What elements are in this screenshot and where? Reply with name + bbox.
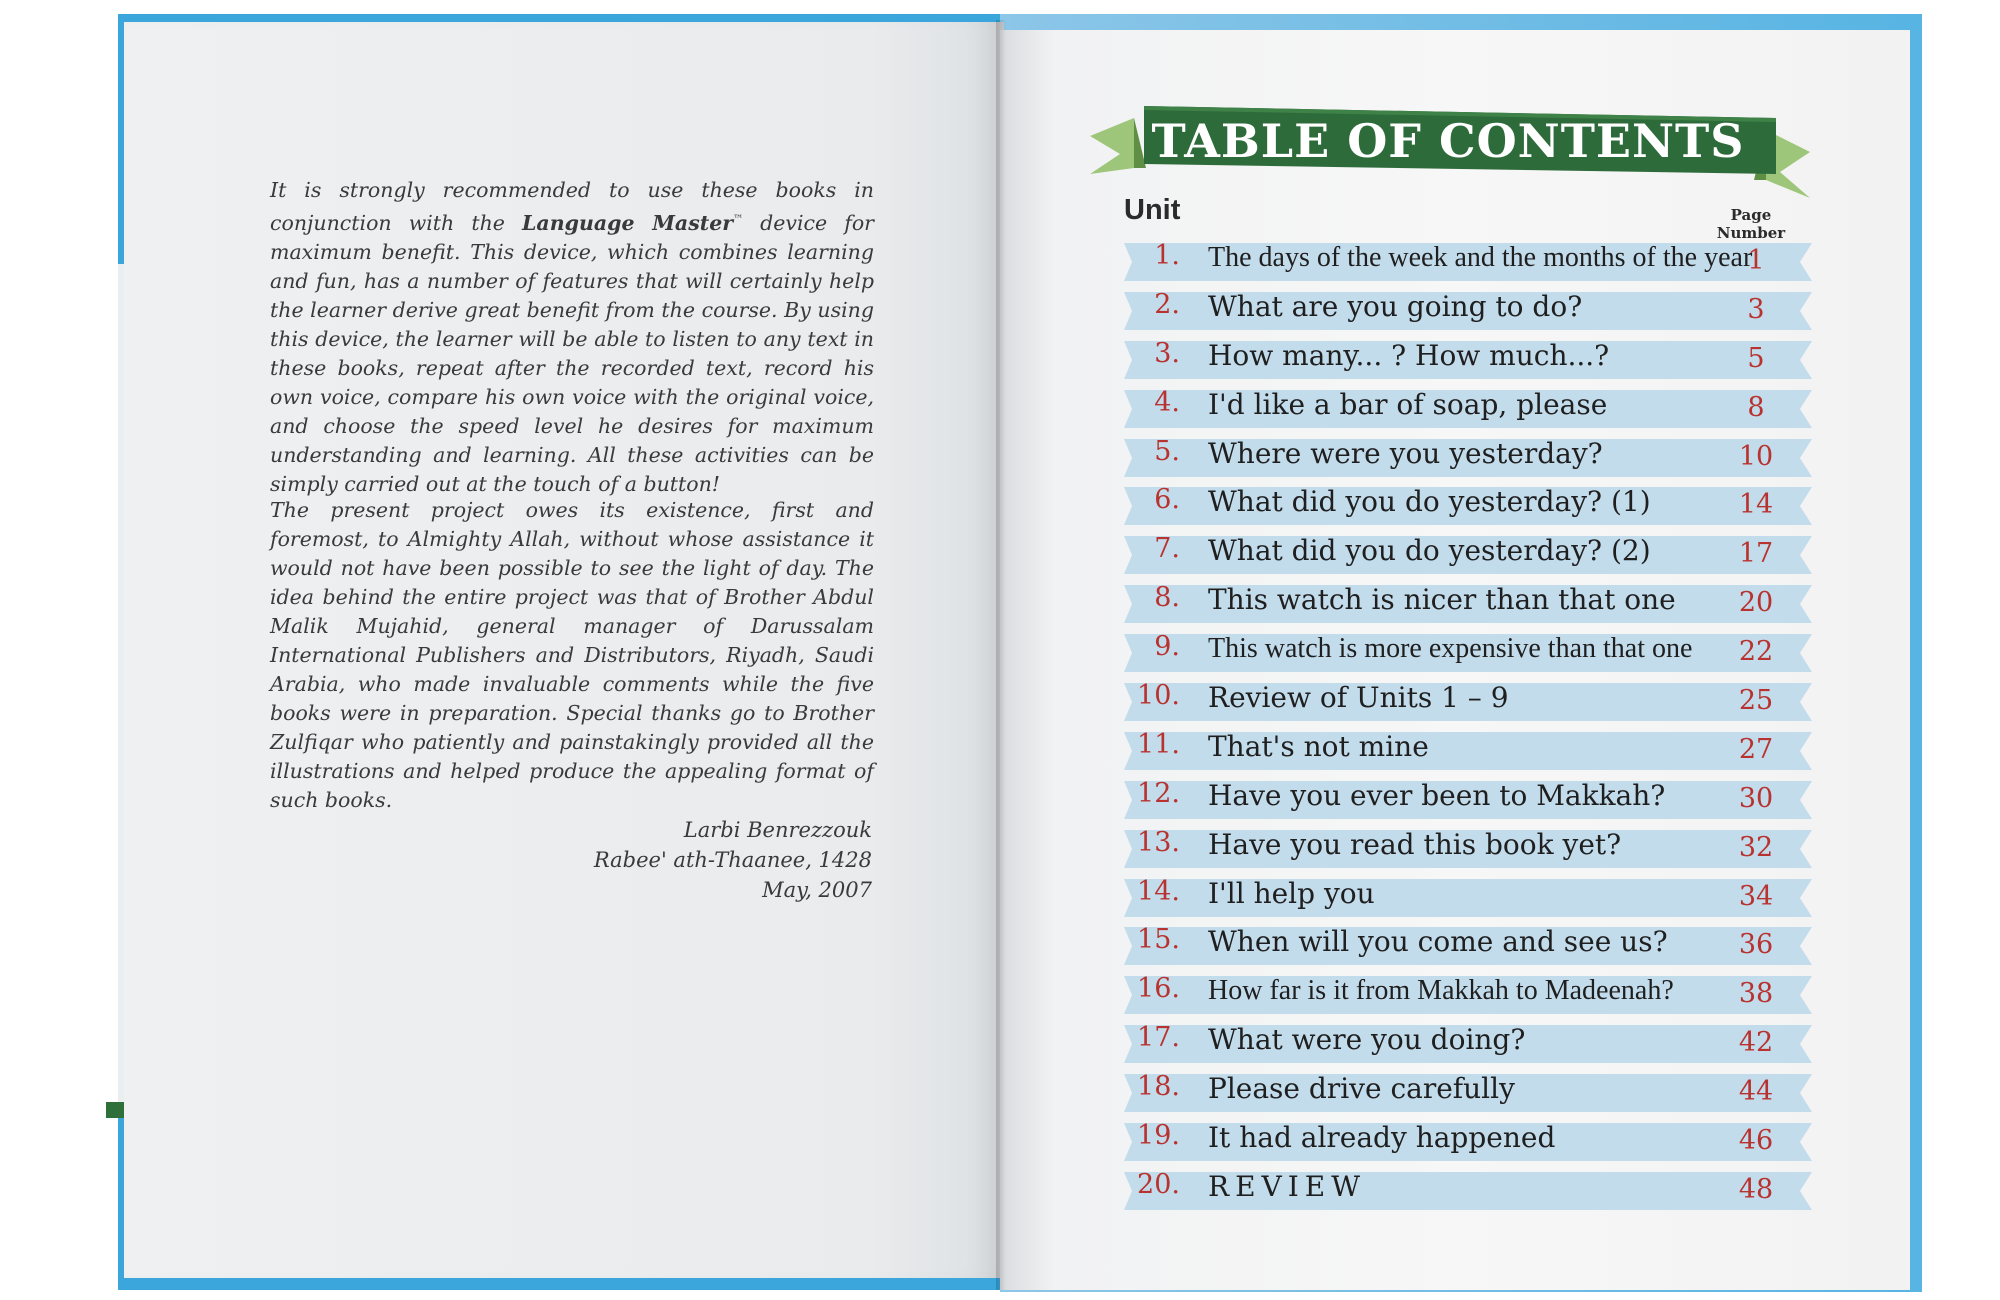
toc-entry — [1106, 775, 1812, 824]
page-number: 27 — [1738, 733, 1774, 765]
author-name: Larbi Benrezzouk — [683, 818, 872, 842]
toc-entry — [1106, 481, 1812, 530]
unit-title: What are you going to do? — [1208, 289, 1583, 323]
unit-number: 5. — [1154, 435, 1180, 467]
unit-number: 1. — [1154, 240, 1180, 271]
hijri-date: Rabee' ath-Thaanee, 1428 — [593, 848, 872, 872]
unit-number: 6. — [1154, 484, 1180, 516]
unit-number: 20. — [1137, 1168, 1180, 1200]
intro-text-start: It is strongly recommended to use these books in conjunction with the — [270, 178, 874, 235]
page-number: 5 — [1747, 342, 1765, 374]
unit-number: 19. — [1137, 1120, 1180, 1152]
unit-number: 10. — [1137, 680, 1180, 712]
unit-title: This watch is more expensive than that one — [1208, 633, 1693, 665]
unit-number: 18. — [1137, 1071, 1180, 1103]
toc-entry — [1106, 921, 1812, 970]
unit-number: 15. — [1137, 924, 1180, 956]
unit-number: 8. — [1154, 582, 1180, 614]
page-number: 46 — [1738, 1125, 1774, 1157]
unit-number: 4. — [1154, 386, 1180, 418]
unit-number: 14. — [1137, 875, 1180, 907]
ribbon-left-tail — [1090, 118, 1134, 174]
toc-entry — [1106, 237, 1812, 286]
toc-list — [1106, 237, 1812, 1215]
toc-entry — [1106, 726, 1812, 775]
toc-entry — [1106, 1117, 1812, 1166]
toc-entry — [1106, 1019, 1812, 1068]
page-number: 48 — [1738, 1173, 1774, 1205]
page-number: 8 — [1747, 391, 1765, 423]
toc-entry — [1106, 335, 1812, 384]
unit-title: REVIEW — [1208, 1169, 1367, 1203]
toc-entry — [1106, 970, 1812, 1019]
toc-entry — [1106, 579, 1812, 628]
toc-entry — [1106, 1166, 1812, 1215]
unit-title: Where were you yesterday? — [1208, 436, 1603, 470]
page-number: 1 — [1747, 245, 1765, 276]
brand-name: Language Master — [522, 210, 734, 235]
unit-title: I'll help you — [1208, 876, 1375, 910]
toc-title: TABLE OF CONTENTS — [1151, 114, 1745, 168]
page-number: 17 — [1738, 538, 1774, 570]
unit-number: 16. — [1137, 973, 1180, 1005]
unit-title: The days of the week and the months of the year — [1208, 242, 1753, 273]
trademark-symbol: ™ — [733, 214, 744, 225]
page-number: 30 — [1738, 782, 1774, 814]
unit-number: 7. — [1154, 533, 1180, 565]
page-number: 20 — [1738, 587, 1774, 619]
page-number: 14 — [1738, 489, 1774, 521]
toc-entry — [1106, 1068, 1812, 1117]
gregorian-date: May, 2007 — [762, 878, 872, 902]
page-number: 3 — [1747, 293, 1765, 325]
toc-entry — [1106, 677, 1812, 726]
unit-number: 3. — [1154, 337, 1180, 369]
unit-number: 12. — [1137, 777, 1180, 809]
unit-title: What did you do yesterday? (1) — [1208, 485, 1651, 519]
unit-number: 17. — [1137, 1022, 1180, 1054]
toc-entry — [1106, 628, 1812, 677]
intro-paragraph-language-master — [270, 176, 874, 499]
toc-entry — [1106, 433, 1812, 482]
page-number: 32 — [1738, 831, 1774, 863]
page-number: 22 — [1738, 636, 1774, 668]
unit-title: Please drive carefully — [1208, 1072, 1515, 1106]
unit-title: What were you doing? — [1208, 1023, 1526, 1057]
unit-title: This watch is nicer than that one — [1208, 583, 1676, 617]
unit-title: Have you read this book yet? — [1208, 827, 1622, 861]
intro-text-end: device for maximum benefit. This device, which combines learning and fun, has a number of features that will certainly help the learner derive great benefit from the course. By using this device, the learner will be able to listen to any text in these books, repeat after the recorded text, record his own voice, compare his own voice with the original voice, and choose the speed level he desires for maximum understanding and learning. All these activities can be simply carried out at the touch of a button! — [270, 210, 874, 496]
signature-block — [594, 815, 872, 905]
toc-entry — [1106, 530, 1812, 579]
unit-number: 13. — [1137, 826, 1180, 858]
unit-number: 11. — [1137, 728, 1180, 760]
unit-title: What did you do yesterday? (2) — [1208, 534, 1651, 568]
page-header-line-2: Number — [1716, 224, 1786, 242]
toc-entry — [1106, 384, 1812, 433]
page-number: 34 — [1738, 880, 1774, 912]
page-header-line-1: Page — [1730, 206, 1772, 224]
unit-title: I'd like a bar of soap, please — [1208, 387, 1608, 421]
toc-entry — [1106, 824, 1812, 873]
page-number: 25 — [1738, 685, 1774, 717]
page-number: 36 — [1738, 929, 1774, 961]
unit-title: How far is it from Makkah to Madeenah? — [1208, 975, 1674, 1007]
unit-title: Review of Units 1 – 9 — [1208, 681, 1509, 715]
page-number: 38 — [1738, 978, 1774, 1010]
unit-column-header: Unit — [1124, 194, 1181, 226]
unit-number: 9. — [1154, 631, 1180, 663]
toc-entry — [1106, 873, 1812, 922]
page-number: 42 — [1738, 1027, 1774, 1059]
unit-title: When will you come and see us? — [1208, 925, 1668, 959]
book-gutter — [996, 20, 1006, 1290]
toc-entry — [1106, 286, 1812, 335]
unit-title: How many... ? How much...? — [1208, 338, 1610, 372]
unit-number: 2. — [1154, 288, 1180, 320]
page-number: 10 — [1738, 440, 1774, 472]
page-number: 44 — [1738, 1076, 1774, 1108]
unit-title: Have you ever been to Makkah? — [1208, 778, 1666, 812]
unit-title: That's not mine — [1208, 729, 1429, 763]
unit-title: It had already happened — [1208, 1121, 1556, 1155]
acknowledgement-paragraph: The present project owes its existence, first and foremost, to Almighty Allah, without whose assistance it would not have been possible to see the light of day. The idea behind the entire project was that of Brother Abdul Malik Mujahid, general manager of Darussalam International Publishers and Distributors, Riyadh, Saudi Arabia, who made invaluable comments while the five books were in preparation. Special thanks go to Brother Zulfiqar who patiently and painstakingly provided all the illustrations and helped produce the appealing format of such books. — [270, 498, 874, 812]
